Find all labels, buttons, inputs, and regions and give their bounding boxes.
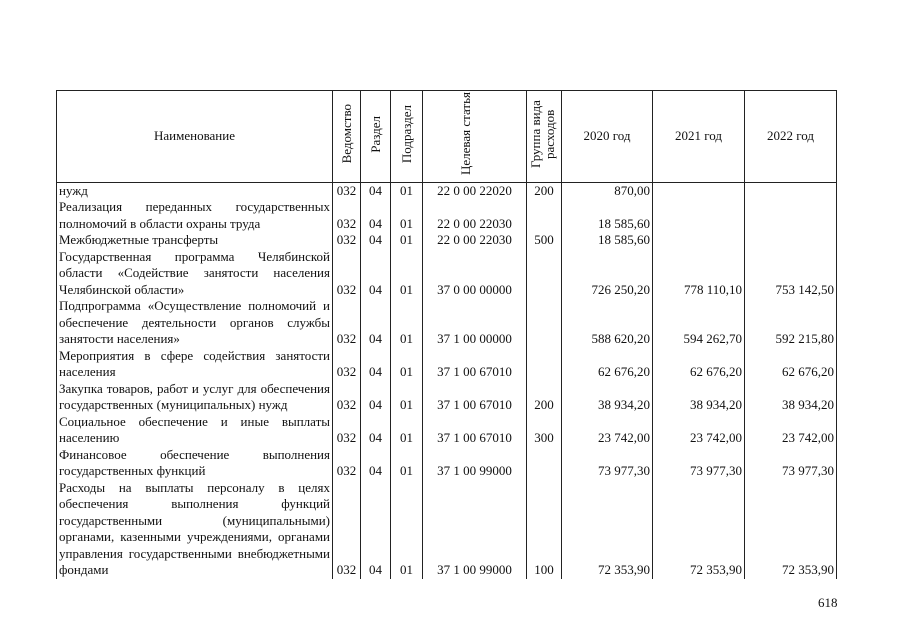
- header-celevaya-statya: Целевая статья: [423, 91, 527, 183]
- row-gruppa: [527, 447, 562, 480]
- row-gruppa: 500: [527, 232, 562, 249]
- row-value-2021: 38 934,20: [653, 381, 745, 414]
- row-celevaya-statya: 37 1 00 67010: [423, 381, 527, 414]
- row-value-2021: 594 262,70: [653, 298, 745, 348]
- row-gruppa: 200: [527, 182, 562, 199]
- row-value-2020: 73 977,30: [562, 447, 653, 480]
- row-vedomstvo: 032: [333, 381, 361, 414]
- row-vedomstvo: 032: [333, 447, 361, 480]
- row-podrazdel: 01: [391, 447, 423, 480]
- row-name: Межбюджетные трансферты: [57, 232, 333, 249]
- table-row: [57, 232, 837, 249]
- row-celevaya-statya: 37 1 00 99000: [423, 447, 527, 480]
- table-row: [57, 298, 837, 348]
- header-name: Наименование: [57, 91, 333, 183]
- row-name: Социальное обеспечение и иные выплаты населению: [57, 414, 333, 447]
- table-header-row: [57, 91, 837, 183]
- row-celevaya-statya: 22 0 00 22030: [423, 232, 527, 249]
- row-vedomstvo: 032: [333, 232, 361, 249]
- page-number: 618: [818, 595, 838, 610]
- row-razdel: 04: [361, 381, 391, 414]
- row-value-2021: [653, 182, 745, 199]
- row-name: нужд: [57, 182, 333, 199]
- row-name: Подпрограмма «Осуществление полномочий и обеспечение деятельности органов службы занятости населения»: [57, 298, 333, 348]
- row-celevaya-statya: 37 1 00 99000: [423, 480, 527, 579]
- header-podrazdel: Подраздел: [391, 91, 423, 183]
- row-celevaya-statya: 22 0 00 22030: [423, 199, 527, 232]
- row-name: Закупка товаров, работ и услуг для обеспечения государственных (муниципальных) нужд: [57, 381, 333, 414]
- row-gruppa: [527, 199, 562, 232]
- row-gruppa: 200: [527, 381, 562, 414]
- header-year-2021: 2021 год: [653, 91, 745, 183]
- row-razdel: 04: [361, 480, 391, 579]
- row-value-2022: 23 742,00: [745, 414, 837, 447]
- row-name: Государственная программа Челябинской области «Содействие занятости населения Челябинской области»: [57, 249, 333, 299]
- row-gruppa: [527, 249, 562, 299]
- header-razdel: Раздел: [361, 91, 391, 183]
- header-vedomstvo: Ведомство: [333, 91, 361, 183]
- row-razdel: 04: [361, 348, 391, 381]
- row-celevaya-statya: 37 1 00 67010: [423, 348, 527, 381]
- row-celevaya-statya: 37 1 00 00000: [423, 298, 527, 348]
- row-name: Мероприятия в сфере содействия занятости населения: [57, 348, 333, 381]
- row-vedomstvo: 032: [333, 480, 361, 579]
- row-gruppa: 300: [527, 414, 562, 447]
- header-year-2022: 2022 год: [745, 91, 837, 183]
- row-vedomstvo: 032: [333, 348, 361, 381]
- row-celevaya-statya: 37 0 00 00000: [423, 249, 527, 299]
- row-vedomstvo: 032: [333, 182, 361, 199]
- table-row: [57, 480, 837, 579]
- row-razdel: 04: [361, 298, 391, 348]
- table-row: [57, 447, 837, 480]
- row-podrazdel: 01: [391, 249, 423, 299]
- row-podrazdel: 01: [391, 232, 423, 249]
- row-value-2020: 72 353,90: [562, 480, 653, 579]
- row-value-2021: 73 977,30: [653, 447, 745, 480]
- row-gruppa: 100: [527, 480, 562, 579]
- row-razdel: 04: [361, 447, 391, 480]
- row-value-2020: 62 676,20: [562, 348, 653, 381]
- row-value-2020: 726 250,20: [562, 249, 653, 299]
- row-gruppa: [527, 348, 562, 381]
- row-value-2021: 72 353,90: [653, 480, 745, 579]
- row-podrazdel: 01: [391, 348, 423, 381]
- row-value-2020: 18 585,60: [562, 199, 653, 232]
- row-razdel: 04: [361, 414, 391, 447]
- row-value-2022: [745, 182, 837, 199]
- table-row: [57, 249, 837, 299]
- row-podrazdel: 01: [391, 298, 423, 348]
- header-gruppa-vida-rashodov: Группа вида расходов: [527, 91, 562, 183]
- row-podrazdel: 01: [391, 182, 423, 199]
- row-razdel: 04: [361, 182, 391, 199]
- row-gruppa: [527, 298, 562, 348]
- row-vedomstvo: 032: [333, 249, 361, 299]
- table-row: [57, 182, 837, 199]
- row-podrazdel: 01: [391, 480, 423, 579]
- header-year-2020: 2020 год: [562, 91, 653, 183]
- row-value-2020: 38 934,20: [562, 381, 653, 414]
- row-razdel: 04: [361, 249, 391, 299]
- row-podrazdel: 01: [391, 414, 423, 447]
- row-value-2020: 870,00: [562, 182, 653, 199]
- table-row: [57, 381, 837, 414]
- row-name: Финансовое обеспечение выполнения государственных функций: [57, 447, 333, 480]
- row-vedomstvo: 032: [333, 199, 361, 232]
- row-celevaya-statya: 22 0 00 22020: [423, 182, 527, 199]
- row-value-2021: 778 110,10: [653, 249, 745, 299]
- row-podrazdel: 01: [391, 199, 423, 232]
- row-name: Реализация переданных государственных полномочий в области охраны труда: [57, 199, 333, 232]
- row-podrazdel: 01: [391, 381, 423, 414]
- row-value-2022: 72 353,90: [745, 480, 837, 579]
- row-celevaya-statya: 37 1 00 67010: [423, 414, 527, 447]
- row-value-2020: 588 620,20: [562, 298, 653, 348]
- row-value-2022: 592 215,80: [745, 298, 837, 348]
- row-value-2021: [653, 232, 745, 249]
- row-value-2022: 38 934,20: [745, 381, 837, 414]
- row-value-2022: 73 977,30: [745, 447, 837, 480]
- row-value-2022: [745, 232, 837, 249]
- row-value-2021: 23 742,00: [653, 414, 745, 447]
- row-razdel: 04: [361, 199, 391, 232]
- row-value-2022: 62 676,20: [745, 348, 837, 381]
- row-vedomstvo: 032: [333, 298, 361, 348]
- row-razdel: 04: [361, 232, 391, 249]
- table-row: [57, 199, 837, 232]
- row-name: Расходы на выплаты персоналу в целях обеспечения выполнения функций государственными (муниципальными) органами, казенными учреждениями, органами управления государственными внебюджетными фондами: [57, 480, 333, 579]
- row-value-2022: [745, 199, 837, 232]
- table-row: [57, 414, 837, 447]
- row-vedomstvo: 032: [333, 414, 361, 447]
- row-value-2021: 62 676,20: [653, 348, 745, 381]
- table-row: [57, 348, 837, 381]
- budget-table: [56, 90, 837, 579]
- row-value-2021: [653, 199, 745, 232]
- row-value-2020: 18 585,60: [562, 232, 653, 249]
- row-value-2022: 753 142,50: [745, 249, 837, 299]
- row-value-2020: 23 742,00: [562, 414, 653, 447]
